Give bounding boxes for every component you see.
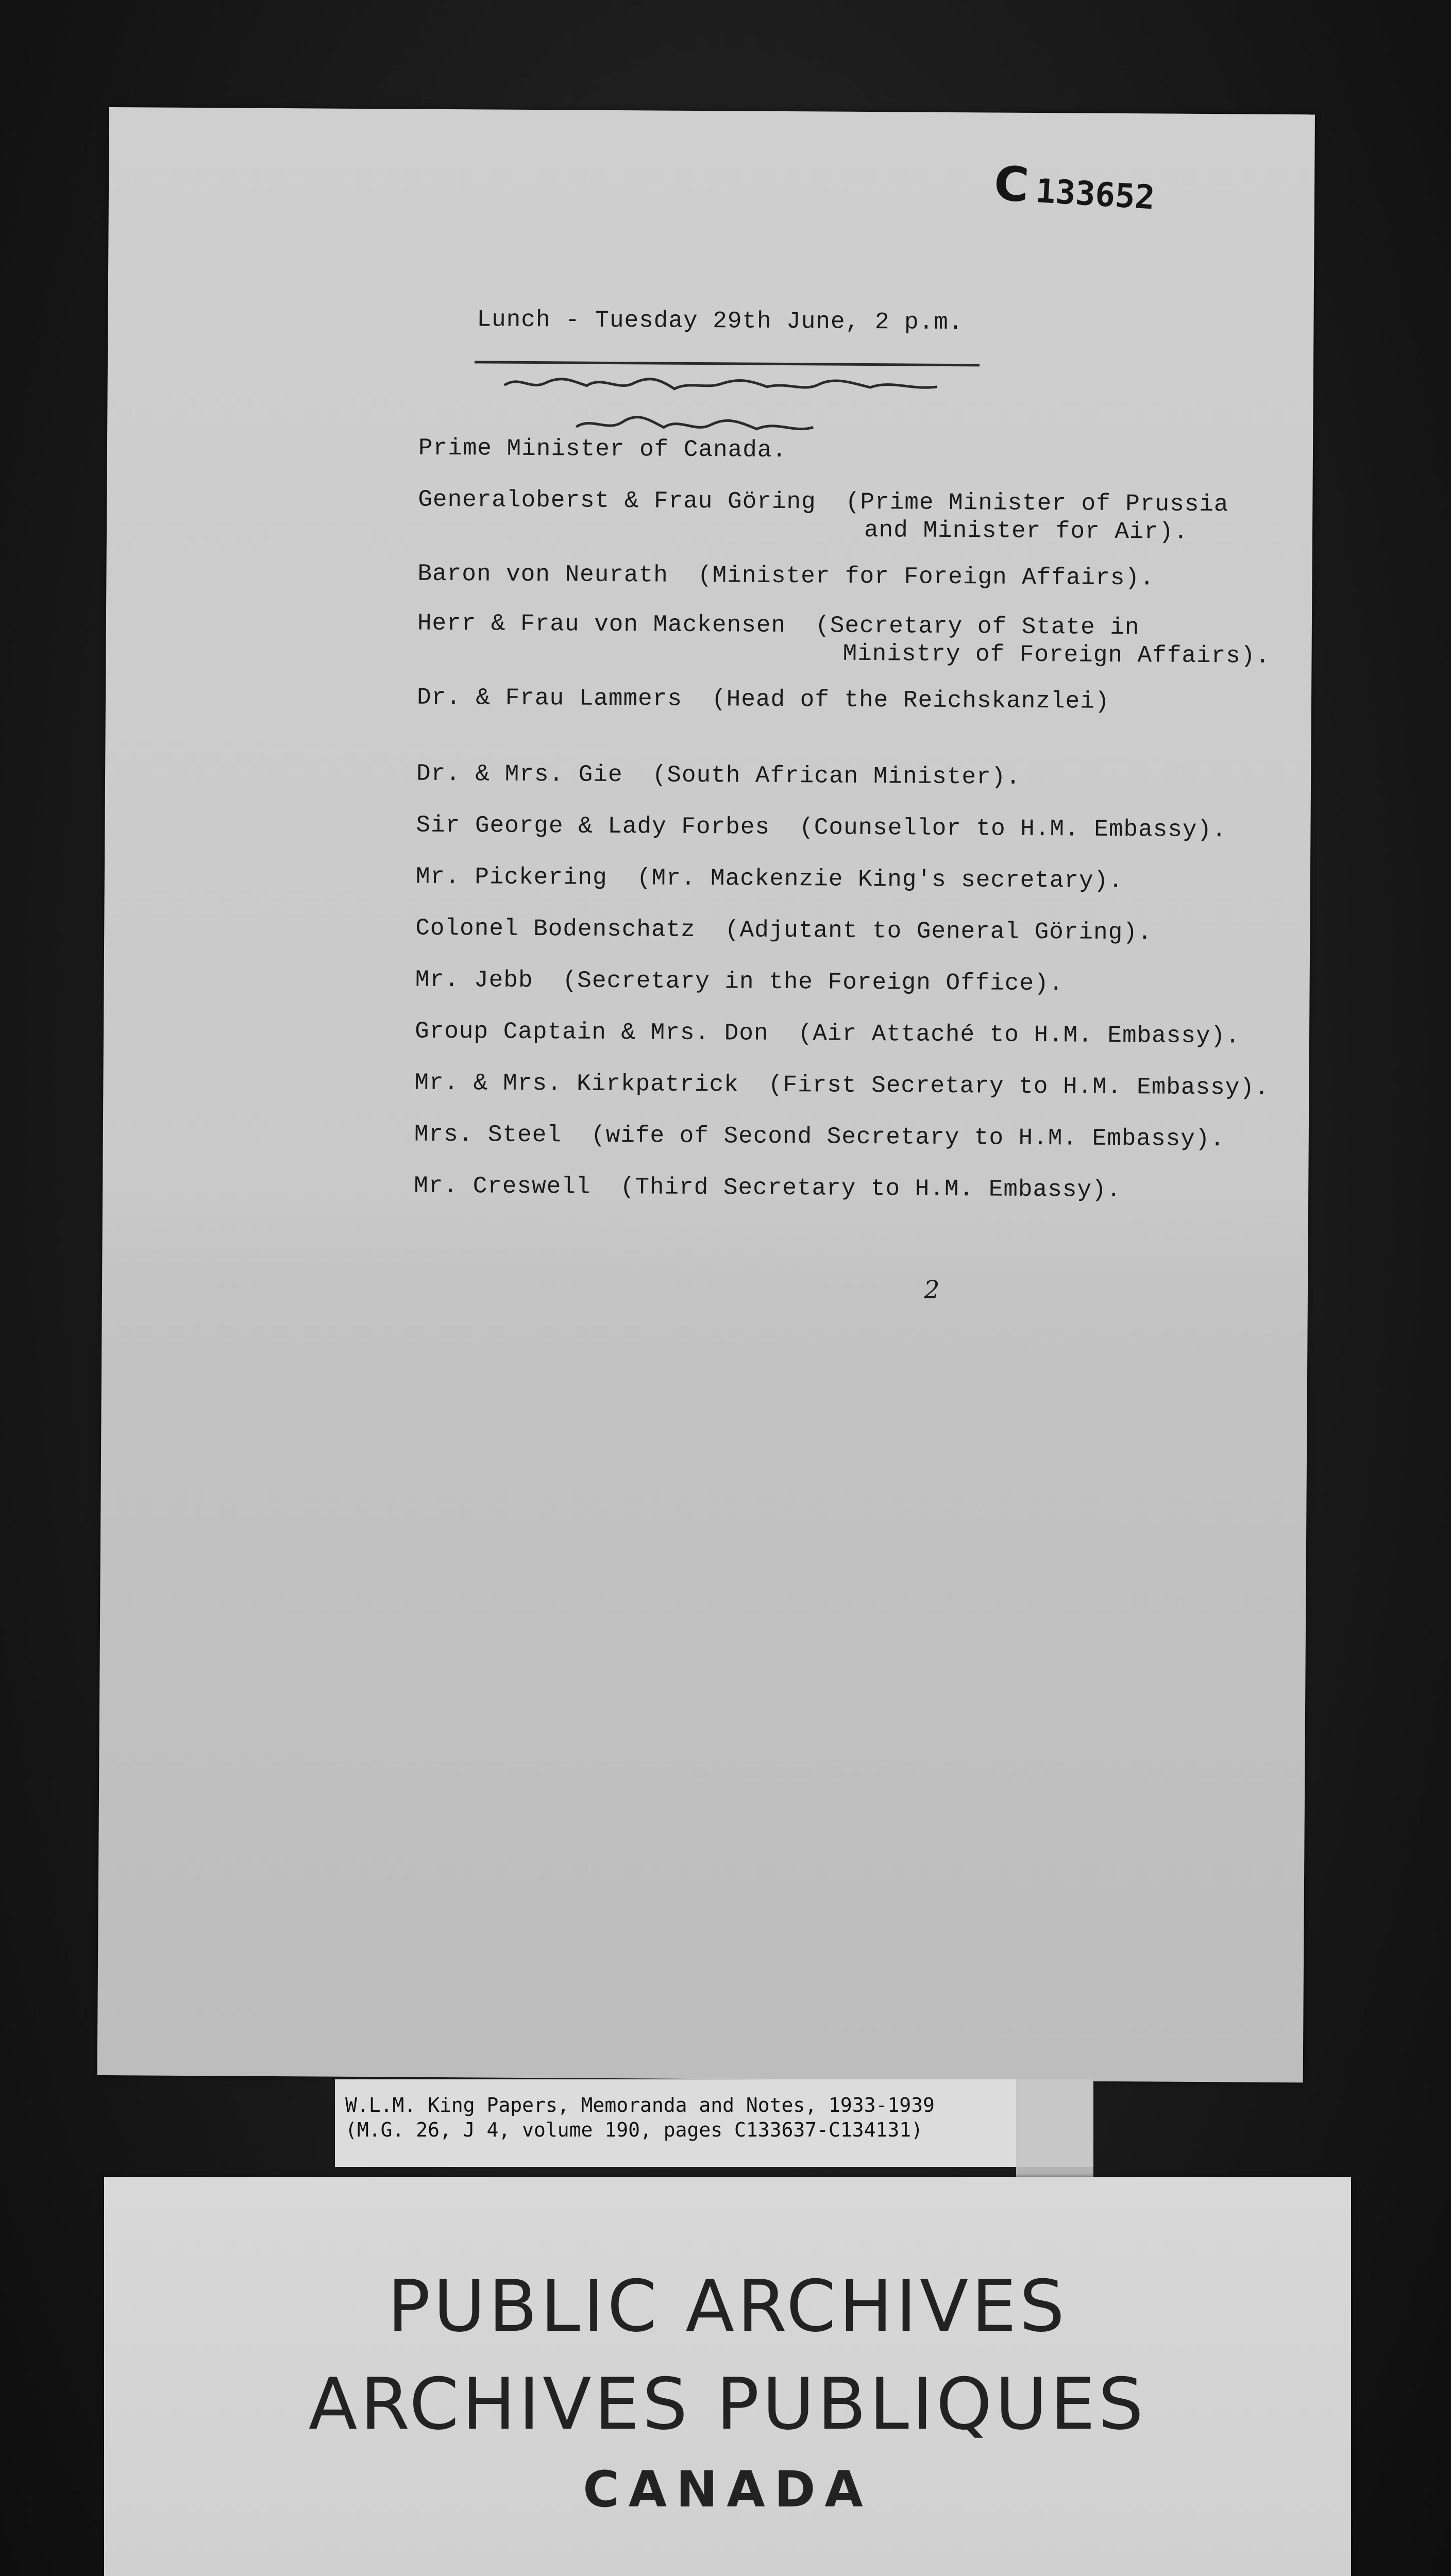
archives-line-english: PUBLIC ARCHIVES: [387, 2265, 1068, 2348]
guest-line: Mr. Creswell (Third Secretary to H.M. Embassy).: [414, 1172, 1122, 1204]
typed-memo-sheet: [97, 107, 1315, 2082]
guest-line: Mrs. Steel (wife of Second Secretary to H.M. Embassy).: [414, 1121, 1225, 1153]
guest-line: Baron von Neurath (Minister for Foreign Affairs).: [417, 560, 1155, 592]
source-label: [335, 2079, 1093, 2167]
source-label-line-1: W.L.M. King Papers, Memoranda and Notes, 1933-1939: [345, 2094, 935, 2116]
archives-card: [104, 2177, 1351, 2576]
guest-line: Colonel Bodenschatz (Adjutant to General Göring).: [415, 914, 1153, 946]
guest-line: Sir George & Lady Forbes (Counsellor to H.M. Embassy).: [416, 811, 1227, 844]
guest-line-continued: and Minister for Air).: [864, 516, 1189, 546]
source-label-line-2: (M.G. 26, J 4, volume 190, pages C133637-C134131): [345, 2119, 923, 2141]
guest-line-continued: Ministry of Foreign Affairs).: [842, 640, 1271, 670]
guest-line: Mr. & Mrs. Kirkpatrick (First Secretary to H.M. Embassy).: [414, 1069, 1270, 1101]
handwritten-page-number: 2: [923, 1275, 940, 1304]
guest-line: Dr. & Frau Lammers (Head of the Reichskanzlei): [416, 684, 1110, 715]
guest-line: Group Captain & Mrs. Don (Air Attaché to H.M. Embassy).: [414, 1018, 1241, 1050]
guest-line: Prime Minister of Canada.: [418, 434, 787, 464]
guest-line: Dr. & Mrs. Gie (South African Minister).: [416, 760, 1021, 791]
memo-heading: Lunch - Tuesday 29th June, 2 p.m.: [477, 306, 964, 336]
guest-line: Mr. Jebb (Secretary in the Foreign Office).: [415, 966, 1064, 997]
archives-line-french: ARCHIVES PUBLIQUES: [308, 2363, 1147, 2446]
catalog-number: C 133652: [992, 156, 1156, 217]
guest-line: Herr & Frau von Mackensen (Secretary of State in: [417, 609, 1140, 641]
guest-line: Mr. Pickering (Mr. Mackenzie King's secretary).: [415, 863, 1124, 895]
archives-line-country: CANADA: [583, 2461, 872, 2518]
guest-line: Generaloberst & Frau Göring (Prime Minister of Prussia: [418, 486, 1229, 518]
heading-underline: [475, 361, 980, 366]
